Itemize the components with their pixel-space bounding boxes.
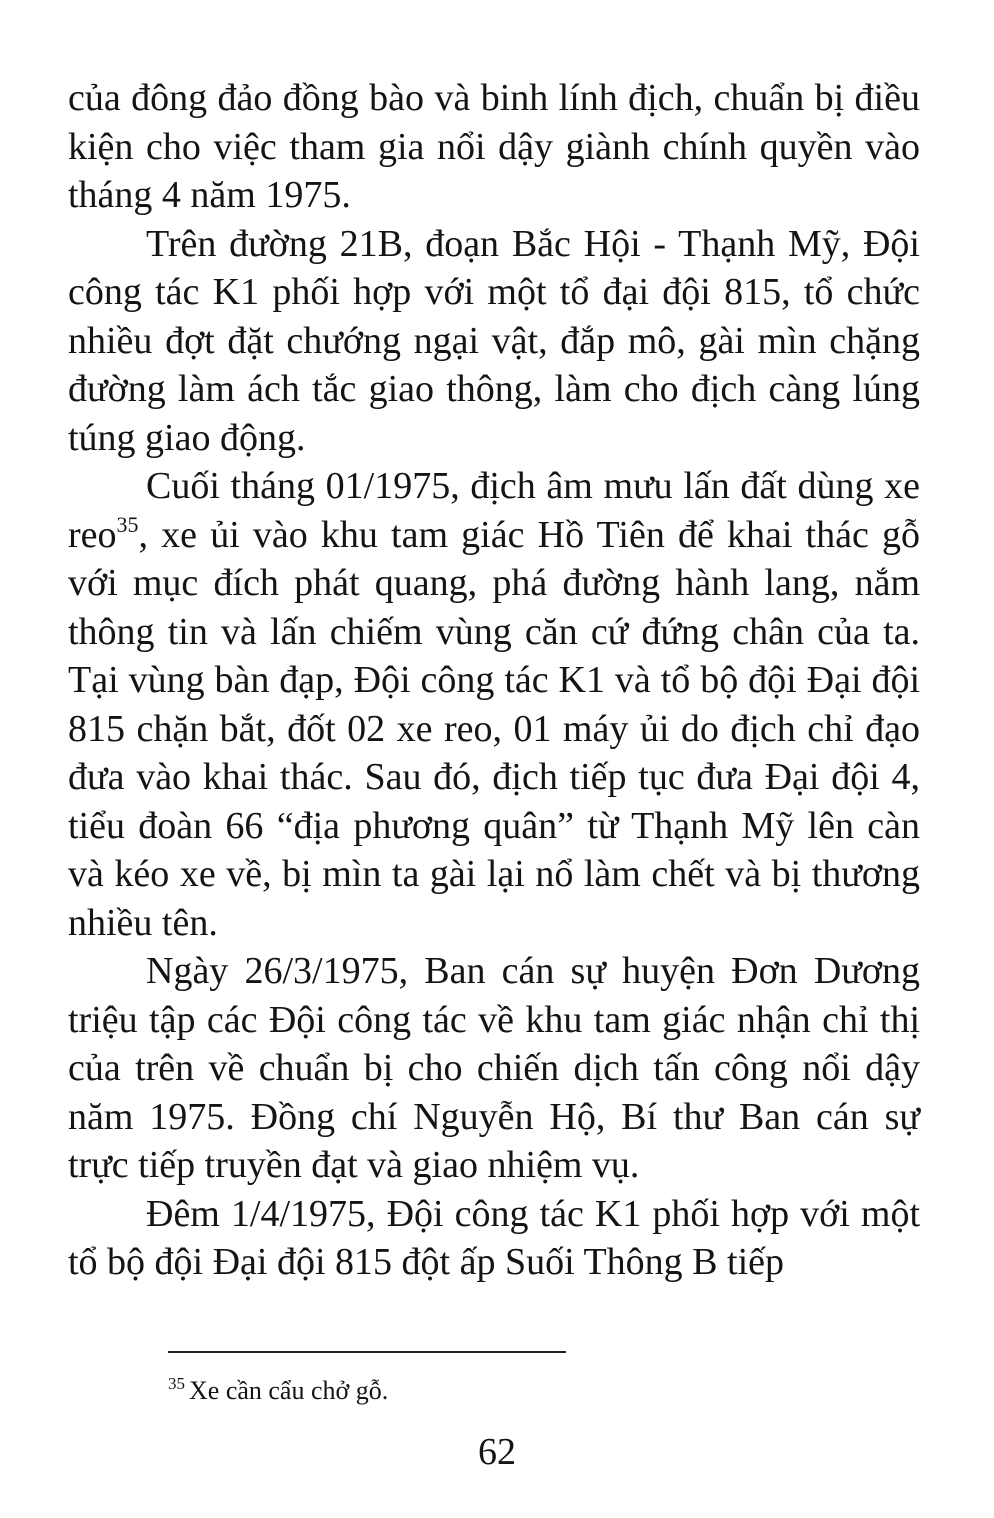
- footnote: [168, 1375, 388, 1407]
- paragraph-4: Ngày 26/3/1975, Ban cán sự huyện Đơn Dương triệu tập các Đội công tác về khu tam giác nhận chỉ thị của trên về chuẩn bị cho chiến dịch tấn công nổi dậy năm 1975. Đồng chí Nguyễn Hộ, Bí thư Ban cán sự trực tiếp truyền đạt và giao nhiệm vụ.: [68, 950, 920, 1186]
- page-number: 62: [478, 1431, 516, 1473]
- footnote-text: Xe cần cẩu chở gỗ.: [189, 1376, 389, 1405]
- paragraph-3-after-note: , xe ủi vào khu tam giác Hồ Tiên để khai thác gỗ với mục đích phát quang, phá đường hành lang, nắm thông tin và lấn chiếm vùng căn cứ đứng chân của ta. Tại vùng bàn đạp, Đội công tác K1 và tổ bộ đội Đại đội 815 chặn bắt, đốt 02 xe reo, 01 máy ủi do địch chỉ đạo đưa vào khai thác. Sau đó, địch tiếp tục đưa Đại đội 4, tiểu đoàn 66 “địa phương quân” từ Thạnh Mỹ lên càn và kéo xe về, bị mìn ta gài lại nổ làm chết và bị thương nhiều tên.: [68, 513, 920, 944]
- paragraph-1: của đông đảo đồng bào và binh lính địch, chuẩn bị điều kiện cho việc tham gia nổi dậy giành chính quyền vào tháng 4 năm 1975.: [68, 77, 920, 216]
- paragraph-3-before-note: Cuối tháng 01/1975, địch âm mưu lấn đất dùng xe reo: [68, 465, 920, 556]
- paragraph-5: Đêm 1/4/1975, Đội công tác K1 phối hợp với một tổ bộ đội Đại đội 815 đột ấp Suối Thông B tiếp: [68, 1192, 920, 1283]
- paragraph-2: Trên đường 21B, đoạn Bắc Hội - Thạnh Mỹ, Đội công tác K1 phối hợp với một tổ đại đội 815, tổ chức nhiều đợt đặt chướng ngại vật, đắp mô, gài mìn chặng đường làm ách tắc giao thông, làm cho địch càng lúng túng giao động.: [68, 222, 920, 459]
- paragraph-3: [68, 462, 920, 947]
- footnote-divider: [168, 1351, 566, 1353]
- body-text: [68, 74, 920, 1287]
- footnote-reference: 35: [116, 511, 139, 537]
- footnote-number: 35: [168, 1374, 185, 1393]
